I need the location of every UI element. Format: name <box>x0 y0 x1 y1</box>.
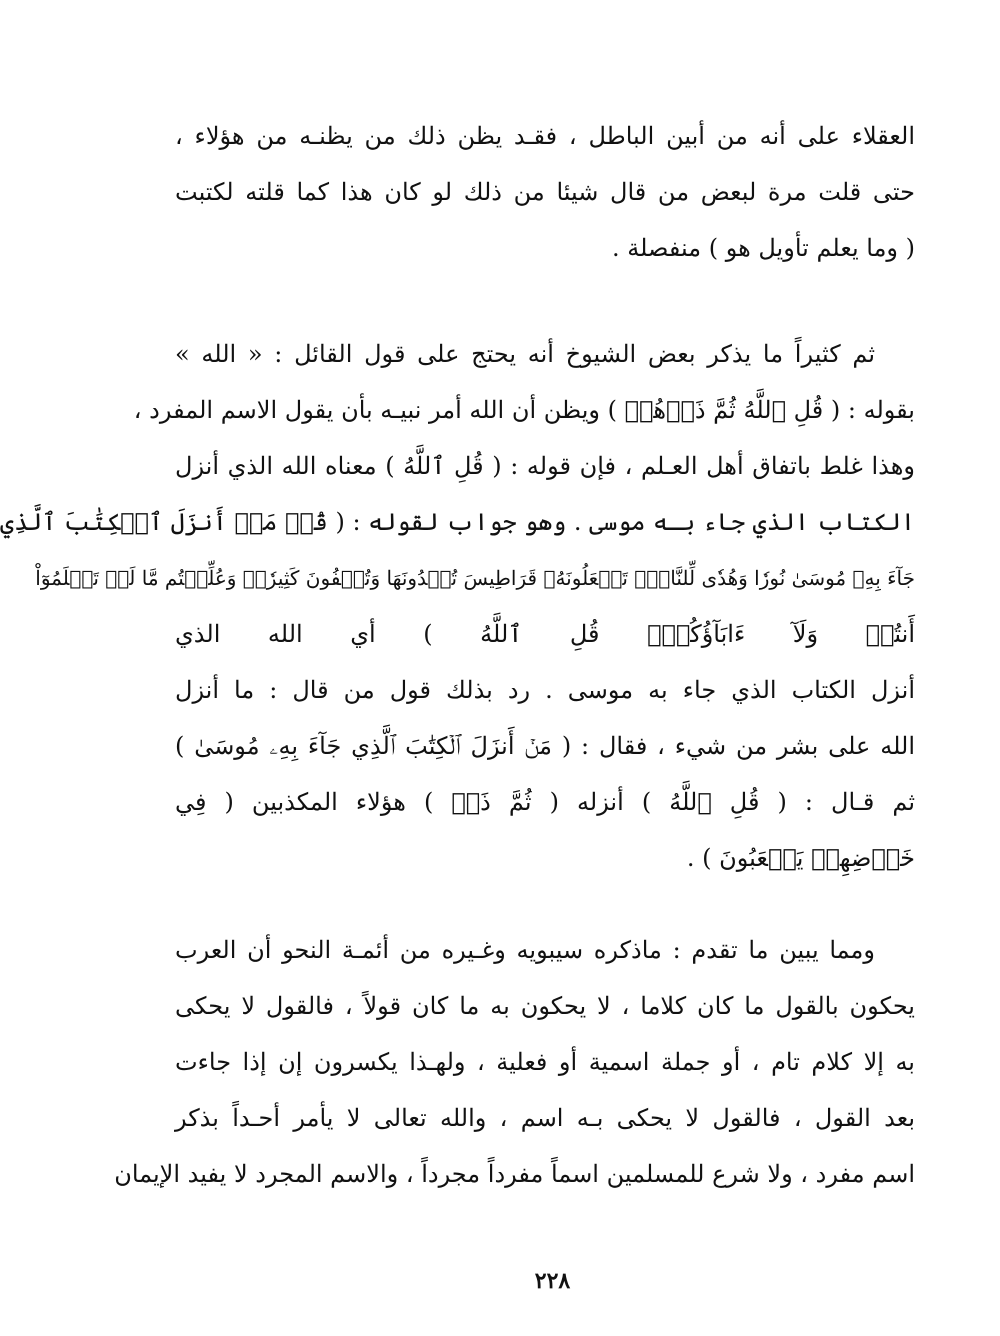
text-line: به إلا كلام تام ، أو جملة اسمية أو فعلية ، ولهـذا يكسرون إن إذا جاءت <box>175 1048 915 1076</box>
text-line: أنزل الكتاب الذي جاء به موسى . رد بذلك قول من قال : ما أنزل <box>175 676 915 704</box>
text-line: بقوله : ( قُلِ ٱللَّهُ ثُمَّ ذَرۡهُمۡ ) ويظن أن الله أمر نبيـه بأن يقول الاسم المفرد ، <box>133 396 915 424</box>
text-line: ثم قـال : ( قُلِ ٱللَّهُ ) أنزله ( ثُمَّ ذَرۡ ) هؤلاء المكذبين ( فِي <box>175 788 915 816</box>
text-line: اسم مفرد ، ولا شرع للمسلمين اسماً مفرداً مجرداً ، والاسم المجرد لا يفيد الإيمان <box>114 1160 915 1188</box>
paragraph-3 <box>114 922 915 1202</box>
text-line: أَنتُمۡ وَلَآ ءَابَآؤُكُمۡۖ قُلِ ٱللَّهُ ) أي الله الذي <box>175 620 915 648</box>
text-line: وهذا غلط باتفاق أهل العـلم ، فإن قوله : ( قُلِ ٱللَّهُ ) معناه الله الذي أنزل <box>175 452 915 480</box>
text-line: الكتاب الذي جاء بـه موسى . وهو جواب لقوله : ( قُلۡ مَنۡ أَنزَلَ ٱلۡكِتَٰبَ ٱلَّذِي <box>0 508 915 536</box>
paragraph-1 <box>175 108 915 276</box>
text-line: العقلاء على أنه من أبين الباطل ، فقـد يظن ذلك من يظنـه من هؤلاء ، <box>175 122 915 150</box>
page-number: ٢٢٨ <box>534 1268 571 1294</box>
text-line: يحكون بالقول ما كان كلاما ، لا يحكون به ما كان قولاً ، فالقول لا يحكى <box>175 992 915 1020</box>
text-line: بعد القول ، فالقول لا يحكى بـه اسم ، والله تعالى لا يأمر أحـداً بذكر <box>175 1104 915 1132</box>
text-line: خَوۡضِهِمۡ يَلۡعَبُونَ ) . <box>686 844 915 872</box>
page-body <box>0 108 915 1202</box>
paragraph-spacer <box>175 276 915 326</box>
text-line: حتى قلت مرة لبعض من قال شيئا من ذلك لو كان هذا كما قلته لكتبت <box>175 178 915 206</box>
text-line: ( وما يعلم تأويل هو ) منفصلة . <box>611 234 915 262</box>
paragraph-2 <box>0 326 915 886</box>
quran-verse-line: جَآءَ بِهِۦ مُوسَىٰ نُورٗا وَهُدٗى لِّلنَّاسِۖ تَجۡعَلُونَهُۥ قَرَاطِيسَ تُبۡدُونَهَا وَتُخۡفُونَ كَثِيرٗاۖ وَعُلِّمۡتُم مَّا لَمۡ تَعۡلَمُوٓاْ <box>35 566 915 590</box>
text-line: الله على بشر من شيء ، فقال : ( مَنۡ أَنزَلَ ٱلۡكِتَٰبَ ٱلَّذِي جَآءَ بِهِۦ مُوسَىٰ ) <box>175 732 915 760</box>
text-line: ثم كثيراً ما يذكر بعض الشيوخ أنه يحتج على قول القائل : « الله » <box>175 340 875 368</box>
paragraph-spacer <box>175 886 915 922</box>
text-line: ومما يبين ما تقدم : ماذكره سيبويه وغـيره من أئمـة النحو أن العرب <box>175 936 875 964</box>
